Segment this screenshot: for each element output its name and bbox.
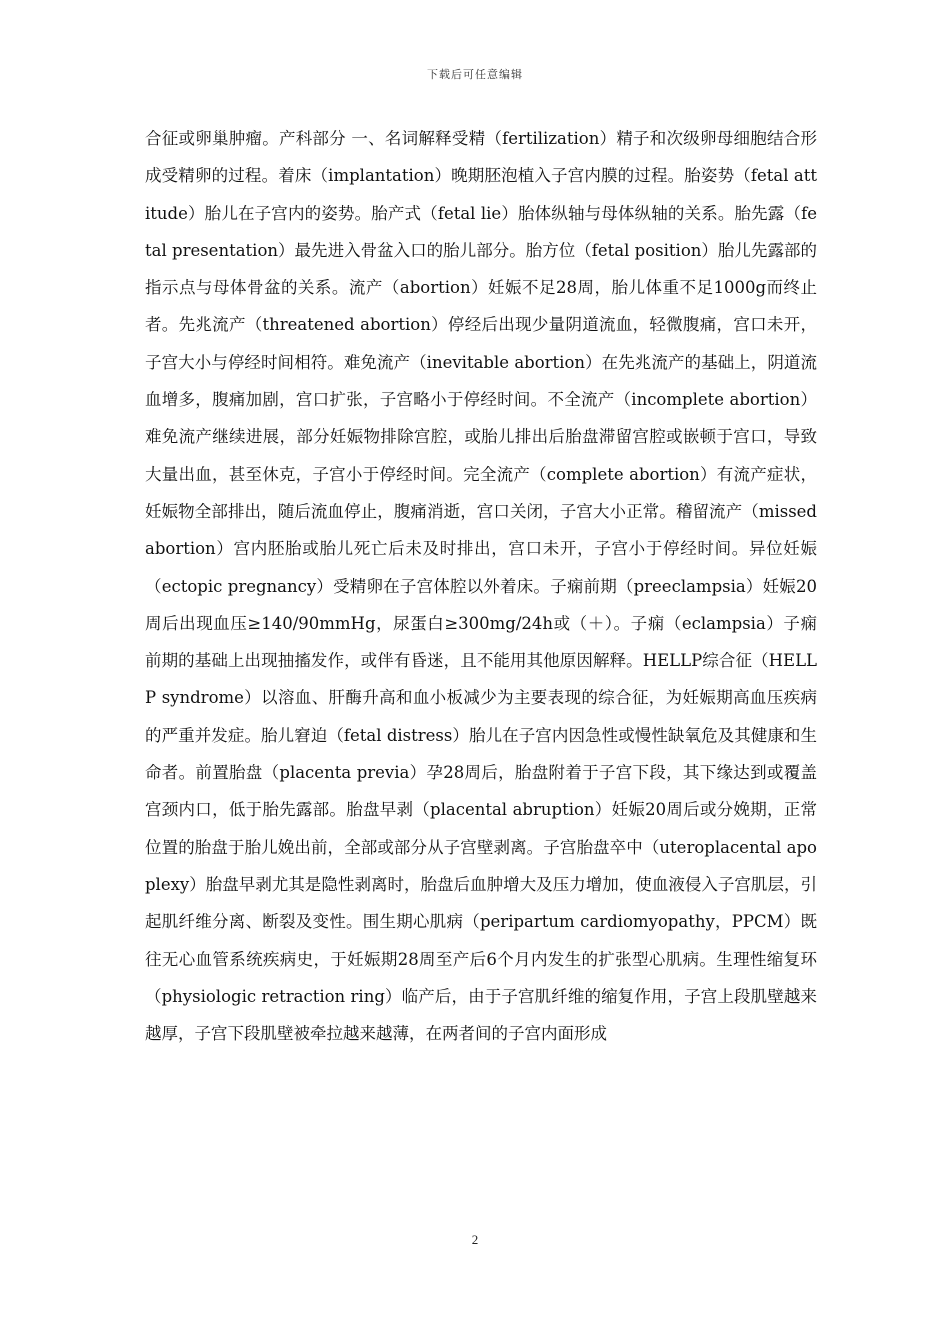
page-header: 下载后可任意编辑 [427, 68, 523, 81]
document-body-paragraph: 合征或卵巢肿瘤。产科部分 一、名词解释受精（fertilization）精子和次级卵母细胞结合形成受精卵的过程。着床（implantation）晚期胚泡植入子宫内膜的过程。胎姿势（fetal attitude）胎儿在子宫内的姿势。胎产式（fetal lie）胎体纵轴与母体纵轴的关系。胎先露（fetal presentation）最先进入骨盆入口的胎儿部分。胎方位（fetal position）胎儿先露部的指示点与母体骨盆的关系。流产（abortion）妊娠不足28周，胎儿体重不足1000g而终止者。先兆流产（threatened abortion）停经后出现少量阴道流血，轻微腹痛，宫口未开，子宫大小与停经时间相符。难免流产（inevitable abortion）在先兆流产的基础上，阴道流血增多，腹痛加剧，宫口扩张，子宫略小于停经时间。不全流产（incomplete abortion）难免流产继续进展，部分妊娠物排除宫腔，或胎儿排出后胎盘滞留宫腔或嵌顿于宫口，导致大量出血，甚至休克，子宫小于停经时间。完全流产（complete abortion）有流产症状，妊娠物全部排出，随后流血停止，腹痛消逝，宫口关闭，子宫大小正常。稽留流产（missed abortion）宫内胚胎或胎儿死亡后未及时排出，宫口未开，子宫小于停经时间。异位妊娠（ectopic pregnancy）受精卵在子宫体腔以外着床。子痫前期（preeclampsia）妊娠20周后出现血压≥140/90mmHg，尿蛋白≥300mg/24h或（＋）。子痫（eclampsia）子痫前期的基础上出现抽搐发作，或伴有昏迷，且不能用其他原因解释。HELLP综合征（HELLP syndrome）以溶血、肝酶升高和血小板减少为主要表现的综合征，为妊娠期高血压疾病的严重并发症。胎儿窘迫（fetal distress）胎儿在子宫内因急性或慢性缺氧危及其健康和生命者。前置胎盘（placenta previa）孕28周后，胎盘附着于子宫下段，其下缘达到或覆盖宫颈内口，低于胎先露部。胎盘早剥（placental abruption）妊娠20周后或分娩期，正常位置的胎盘于胎儿娩出前，全部或部分从子宫壁剥离。子宫胎盘卒中（uteroplacental apoplexy）胎盘早剥尤其是隐性剥离时，胎盘后血肿增大及压力增加，使血液侵入子宫肌层，引起肌纤维分离、断裂及变性。围生期心肌病（peripartum cardiomyopathy，PPCM）既往无心血管系统疾病史，于妊娠期28周至产后6个月内发生的扩张型心肌病。生理性缩复环（physiologic retraction ring）临产后，由于子宫肌纤维的缩复作用，子宫上段肌壁越来越厚，子宫下段肌壁被牵拉越来越薄，在两者间的子宫内面形成 [145, 129, 817, 1044]
page-number: 2 [471, 1232, 479, 1247]
